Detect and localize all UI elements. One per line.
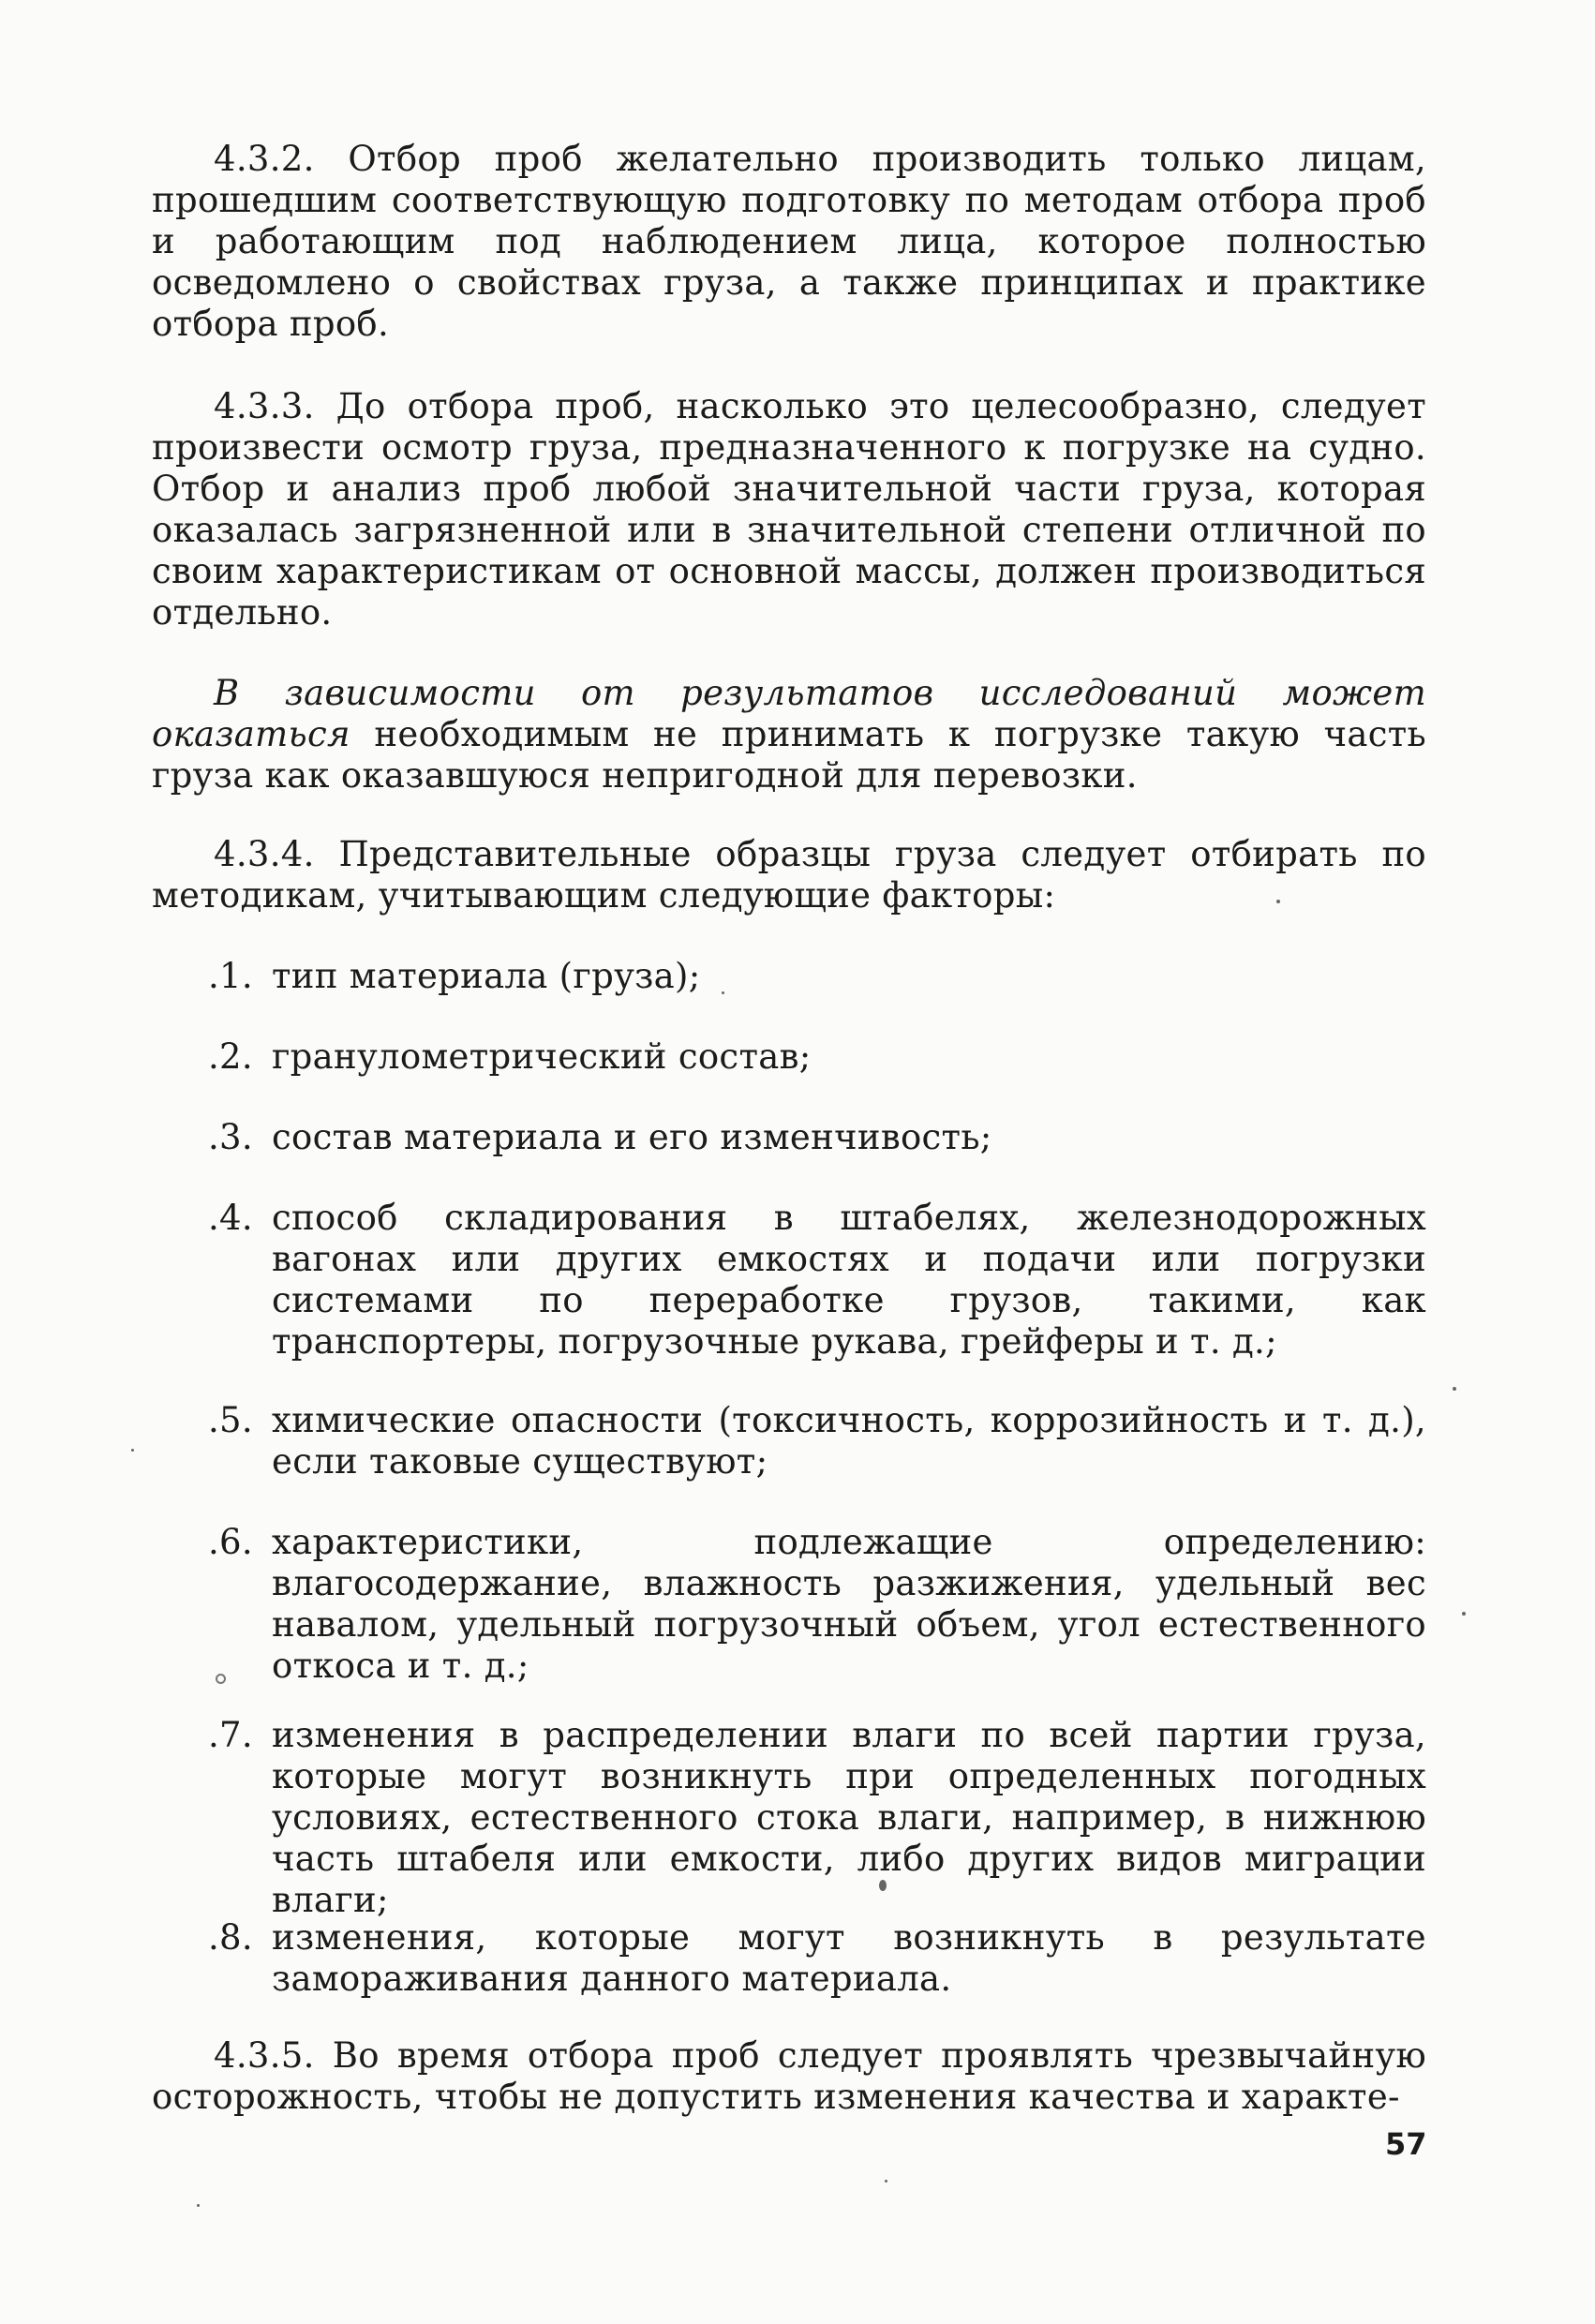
factor-item-8 xyxy=(208,1917,1426,2000)
factor-item-6 xyxy=(208,1522,1426,1687)
factor-number: .8. xyxy=(208,1917,253,1958)
factor-text: тип материала (груза); xyxy=(272,956,701,996)
note-regular-text: необходимым не принимать к погрузке такую часть груза как оказавшуюся непригодной для перевозки. xyxy=(152,714,1426,796)
factor-item-3 xyxy=(208,1117,1426,1158)
factor-item-5 xyxy=(208,1400,1426,1482)
scan-speck xyxy=(1462,1612,1466,1616)
note-italic-text: В зависимости от результатов исследований может оказаться xyxy=(152,673,1426,754)
factor-text: химические опасности (токсичность, коррозийность и т. д.), если таковые существуют; xyxy=(272,1400,1426,1482)
factor-text: изменения в распределении влаги по всей партии груза, которые могут возникнуть при определенных погодных условиях, естественного стока влаги, например, в нижнюю часть штабеля или емкости, либо других видов миграции влаги; xyxy=(272,1715,1426,1920)
paragraph-4-3-4: 4.3.4. Представительные образцы груза следует отбирать по методикам, учитывающим следующие факторы: xyxy=(152,834,1426,916)
scan-speck xyxy=(722,991,724,994)
factor-number: .4. xyxy=(208,1198,253,1238)
paragraph-4-3-3: 4.3.3. До отбора проб, насколько это целесообразно, следует произвести осмотр груза, предназначенного к погрузке на судно. Отбор и анализ проб любой значительной части груза, которая оказалась загрязненной или в значительной степени отличной по своим характеристикам от основной массы, должен производиться отдельно. xyxy=(152,386,1426,633)
scan-speck xyxy=(197,2204,200,2207)
page-number: 57 xyxy=(1385,2126,1427,2162)
paragraph-4-3-5: 4.3.5. Во время отбора проб следует проявлять чрезвычайную осторожность, чтобы не допустить изменения качества и характе- xyxy=(152,2035,1426,2117)
factor-number: .5. xyxy=(208,1400,253,1440)
factor-number: .6. xyxy=(208,1522,253,1562)
scan-speck xyxy=(131,1449,134,1452)
factor-item-4 xyxy=(208,1198,1426,1363)
factor-item-1 xyxy=(208,956,1426,997)
scan-speck xyxy=(1276,900,1280,903)
paragraph-4-3-3-note xyxy=(152,673,1426,797)
factor-text: гранулометрический состав; xyxy=(272,1036,812,1077)
scan-speck xyxy=(216,1674,226,1684)
factor-text: характеристики, подлежащие определению: влагосодержание, влажность разжижения, удельный вес навалом, удельный погрузочный объем, угол естественного откоса и т. д.; xyxy=(272,1522,1426,1686)
factor-item-7 xyxy=(208,1715,1426,1921)
scan-speck xyxy=(885,2180,887,2182)
paragraph-4-3-2: 4.3.2. Отбор проб желательно производить только лицам, прошедшим соответствующую подготовку по методам отбора проб и работающим под наблюдением лица, которое полностью осведомлено о свойствах груза, а также принципах и практике отбора проб. xyxy=(152,139,1426,344)
scan-speck xyxy=(879,1880,887,1891)
factor-number: .2. xyxy=(208,1036,253,1077)
scan-speck xyxy=(1453,1387,1456,1391)
factor-text: способ складирования в штабелях, железнодорожных вагонах или других емкостях и подачи или погрузки системами по переработке грузов, такими, как транспортеры, погрузочные рукава, грейферы и т. д.; xyxy=(272,1198,1426,1362)
factor-number: .3. xyxy=(208,1117,253,1157)
factor-number: .1. xyxy=(208,956,253,996)
factor-item-2 xyxy=(208,1036,1426,1078)
factor-text: состав материала и его изменчивость; xyxy=(272,1117,992,1157)
factor-number: .7. xyxy=(208,1715,253,1755)
factor-text: изменения, которые могут возникнуть в результате замораживания данного материала. xyxy=(272,1917,1426,1999)
